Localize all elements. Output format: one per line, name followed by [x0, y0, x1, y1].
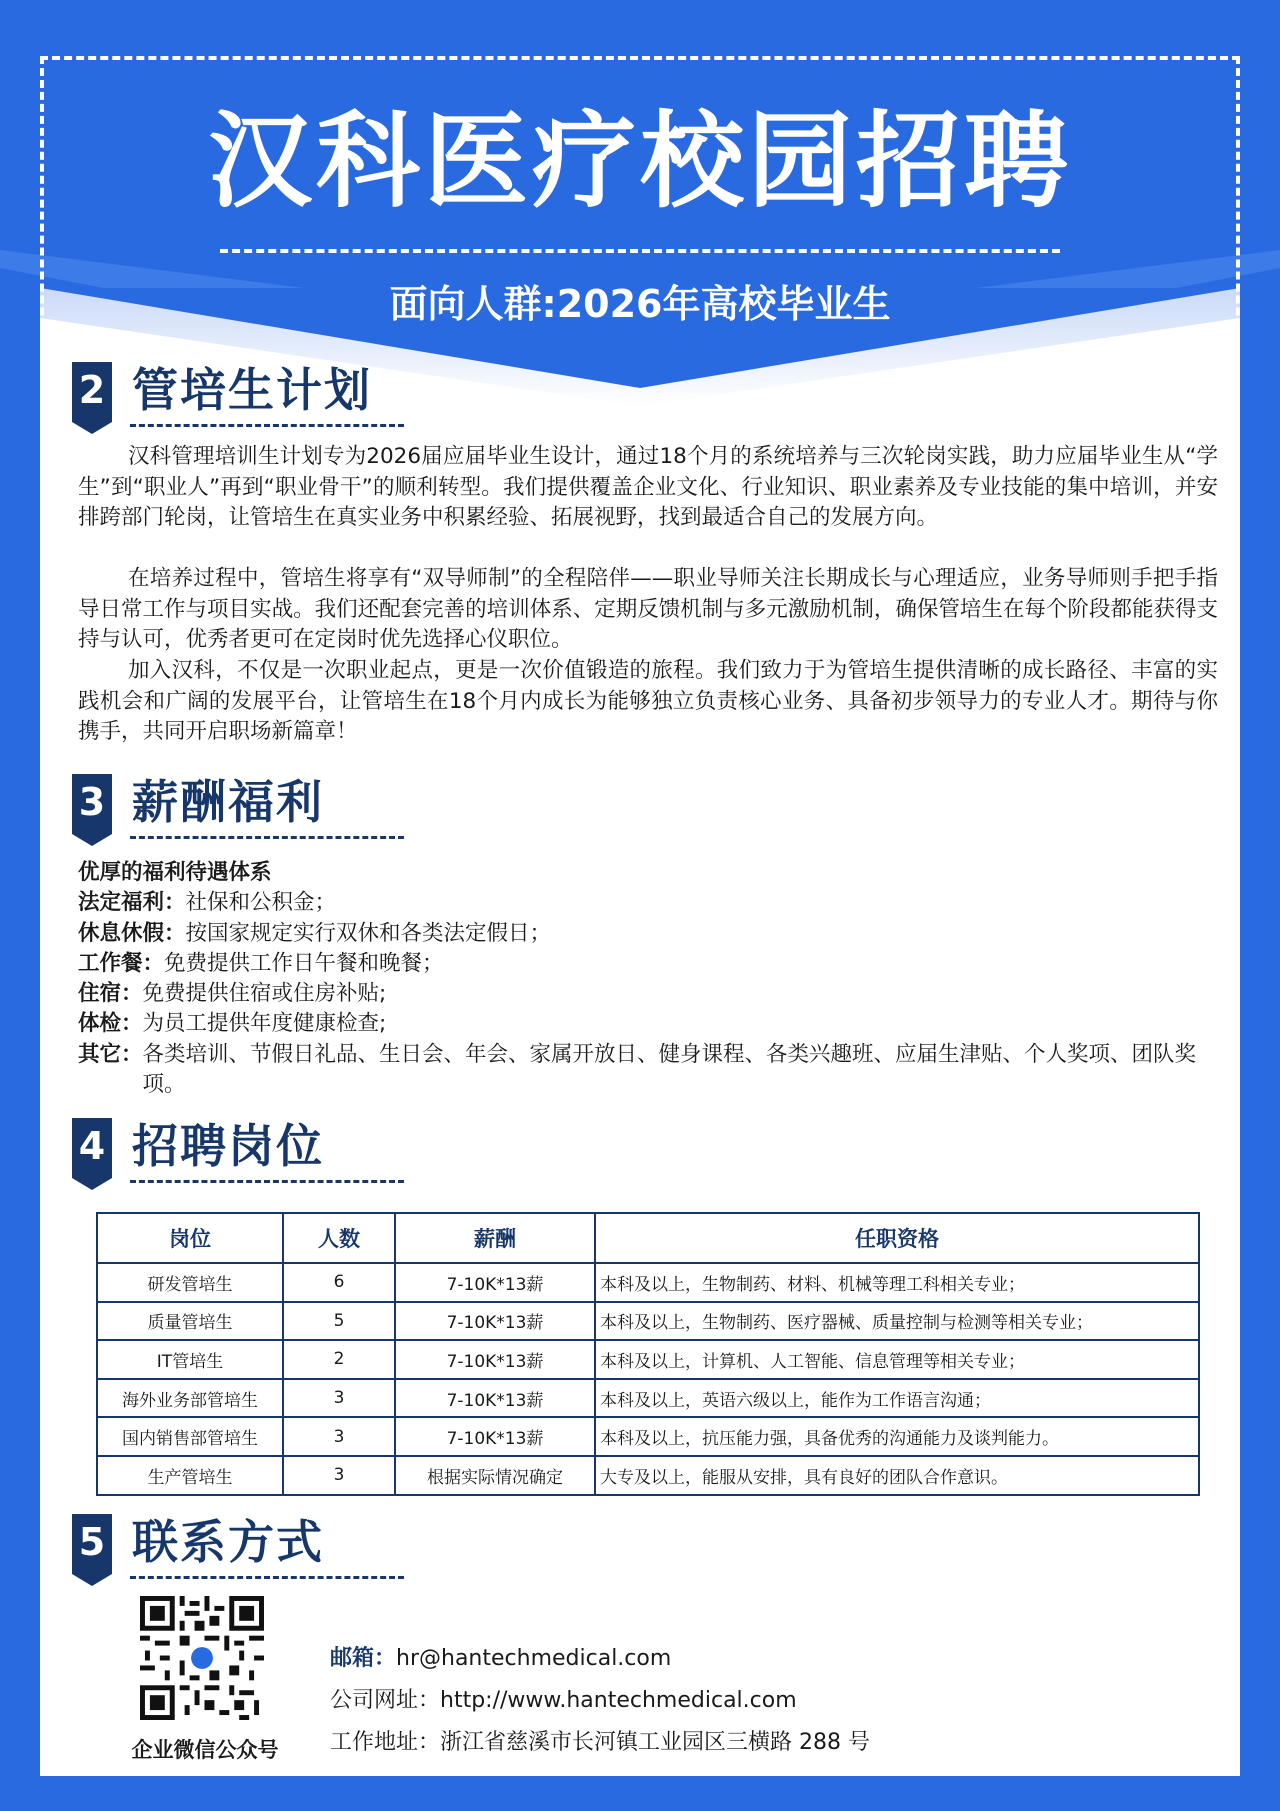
email-link[interactable]: hr@hantechmedical.com: [396, 1646, 672, 1671]
table-row: 质量管培生 5 7-10K*13薪 本科及以上，生物制药、医疗器械、质量控制与检测等相关专业；: [97, 1302, 1199, 1341]
contact-website: 公司网址：http://www.hantechmedical.com: [330, 1688, 797, 1713]
list-item: 体检： 为员工提供年度健康检查;: [78, 1011, 387, 1037]
section-number-badge: 5: [72, 1514, 112, 1586]
list-item: 工作餐： 免费提供工作日午餐和晚餐；: [78, 950, 444, 976]
trainee-paragraph-1: 汉科管理培训生计划专为2026届应届毕业生设计，通过18个月的系统培养与三次轮岗实践，助力应届毕业生从“学生”到“职业人”再到“职业骨干”的顺利转型。我们提供覆盖企业文化、行业知识、职业素养及专业技能的集中培训，并安排跨部门轮岗，让管培生在真实业务中积累经验、拓展视野，找到最适合自己的发展方向。: [78, 444, 1218, 530]
positions-table: [96, 1212, 1200, 1496]
website-link[interactable]: http://www.hantechmedical.com: [440, 1688, 797, 1713]
section-title: 联系方式: [132, 1515, 324, 1569]
list-item: 其它： 各类培训、节假日礼品、生日会、年会、家属开放日、健身课程、各类兴趣班、应届生津贴、个人奖项、团队奖项。: [78, 1041, 1197, 1098]
column-header: 岗位: [97, 1213, 283, 1263]
benefits-list: [78, 858, 1228, 1100]
section-underline: [130, 1180, 404, 1183]
title-divider: [220, 249, 1060, 253]
column-header: 人数: [283, 1213, 395, 1263]
wechat-qr-code: [140, 1596, 264, 1720]
section-underline: [130, 836, 404, 839]
table-row: 研发管培生 6 7-10K*13薪 本科及以上，生物制药、材料、机械等理工科相关专业；: [97, 1263, 1199, 1302]
table-header-row: [97, 1213, 1199, 1263]
section-number-badge: 4: [72, 1118, 112, 1190]
section-title: 管培生计划: [132, 363, 372, 417]
section-number-badge: 2: [72, 362, 112, 434]
section-title: 薪酬福利: [132, 775, 324, 829]
table-row: IT管培生 2 7-10K*13薪 本科及以上，计算机、人工智能、信息管理等相关专业；: [97, 1340, 1199, 1379]
list-item: 住宿： 免费提供住宿或住房补贴;: [78, 981, 387, 1007]
page-subtitle: 面向人群:2026年高校毕业生: [389, 282, 891, 326]
column-header: 任职资格: [595, 1213, 1199, 1263]
column-header: 薪酬: [395, 1213, 595, 1263]
qr-caption: 企业微信公众号: [131, 1738, 279, 1762]
table-row: 海外业务部管培生 3 7-10K*13薪 本科及以上，英语六级以上，能作为工作语言沟通；: [97, 1379, 1199, 1418]
page-title: 汉科医疗校园招聘: [207, 100, 1072, 222]
section-underline: [130, 424, 404, 427]
trainee-paragraph-2: 在培养过程中，管培生将享有“双导师制”的全程陪伴——职业导师关注长期成长与心理适应，业务导师则手把手指导日常工作与项目实战。我们还配套完善的培训体系、定期反馈机制与多元激励机制，确保管培生在每个阶段都能获得支持与认可，优秀者更可在定岗时优先选择心仪职位。: [78, 566, 1218, 652]
section-title: 招聘岗位: [132, 1119, 324, 1173]
benefits-heading: 优厚的福利待遇体系: [78, 860, 272, 885]
table-row: 生产管培生 3 根据实际情况确定 大专及以上，能服从安排，具有良好的团队合作意识。: [97, 1456, 1199, 1495]
trainee-paragraph-3: 加入汉科，不仅是一次职业起点，更是一次价值锻造的旅程。我们致力于为管培生提供清晰的成长路径、丰富的实践机会和广阔的发展平台，让管培生在18个月内成长为能够独立负责核心业务、具备初步领导力的专业人才。期待与你携手，共同开启职场新篇章！: [78, 658, 1218, 744]
section-number-badge: 3: [72, 774, 112, 846]
section-underline: [130, 1576, 404, 1579]
contact-address: 工作地址：浙江省慈溪市长河镇工业园区三横路 288 号: [330, 1730, 870, 1755]
contact-email: 邮箱：hr@hantechmedical.com: [330, 1646, 672, 1671]
list-item: 法定福利： 社保和公积金；: [78, 890, 337, 916]
table-row: 国内销售部管培生 3 7-10K*13薪 本科及以上，抗压能力强，具备优秀的沟通能力及谈判能力。: [97, 1417, 1199, 1456]
list-item: 休息休假： 按国家规定实行双休和各类法定假日；: [78, 920, 552, 946]
